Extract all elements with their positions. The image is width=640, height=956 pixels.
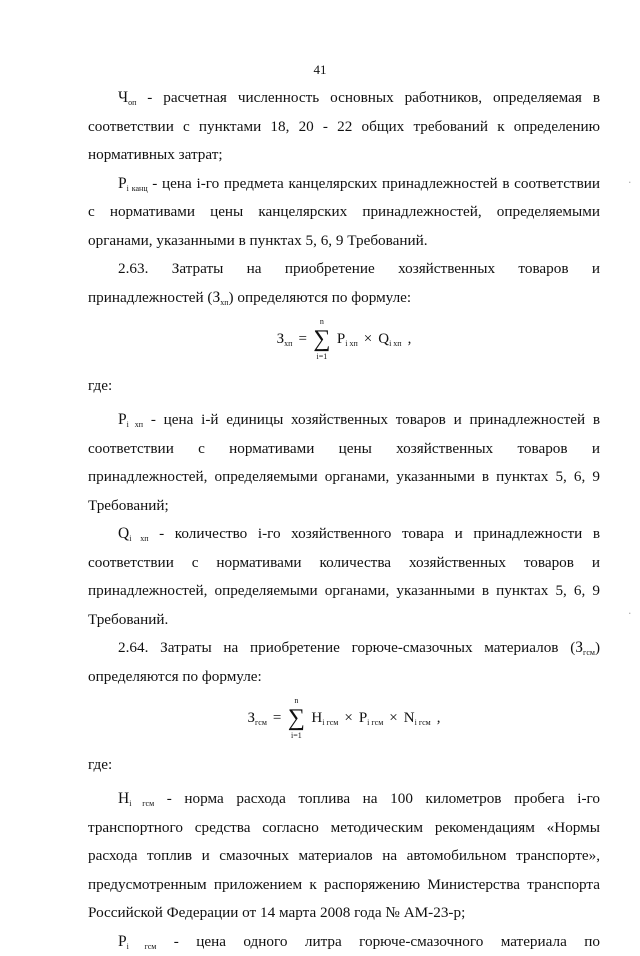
definition-q-hp-text: - количество i-го хозяйственного товара и принадлежности в соответствии с нормативами количества хозяйственных товаров и принадлежностей, определяемыми органами, указанными в пунктах 5, 6, 9 Требований.: [88, 525, 600, 628]
formula-lhs: $З_{гсм}$: [248, 704, 267, 733]
document-body: [88, 84, 600, 956]
definition-op-text: - расчетная численность основных работников, определяемая в соответствии с пунктами 18, 20 - 22 общих требований к определению нормативных затрат;: [88, 89, 600, 163]
definition-op: [88, 84, 600, 170]
formula-term-q: $Q_{i хп}$: [378, 325, 401, 354]
definition-q-hp: [88, 520, 600, 634]
formula-times: ×: [364, 325, 372, 354]
symbol-ch-subscript: оп: [128, 98, 136, 107]
formula-times: ×: [344, 704, 352, 733]
formula-term-p: $P_{i гсм}$: [359, 704, 383, 733]
formula-times: ×: [389, 704, 397, 733]
formula-lhs: $З_{хп}$: [277, 325, 293, 354]
formula-end: ,: [408, 325, 412, 354]
symbol-p-hp-subscript: i хп: [127, 420, 143, 429]
formula-term-p: $P_{i хп}$: [337, 325, 358, 354]
sum-sign: ∑ n i=1: [313, 327, 331, 351]
definition-p-kants: [88, 170, 600, 256]
symbol-p-gsm-subscript: i гсм: [127, 942, 157, 951]
definition-h-gsm: [88, 785, 600, 928]
definition-h-gsm-text: - норма расхода топлива на 100 километров пробега i-го транспортного средства согласно методическим рекомендациям «Нормы расхода топлив и смазочных материалов на автомобильном транспорте», предусмотренным приложением к распоряжению Министерства транспорта Российской Федерации от 14 марта 2008 года № АМ-23-р;: [88, 790, 600, 921]
symbol-q-hp: Q: [118, 525, 129, 542]
section-2-64-intro-text: 2.64. Затраты на приобретение горюче-смазочных материалов (: [118, 639, 575, 656]
formula-2-63: [88, 312, 600, 366]
section-2-63-intro-text: 2.63. Затраты на приобретение хозяйственных товаров и принадлежностей (: [88, 260, 600, 306]
definition-p-hp-text: - цена i-й единицы хозяйственных товаров и принадлежностей в соответствии с нормативами цены хозяйственных товаров и принадлежностей, определяемыми органами, указанными в пунктах 5, 6, 9 Требований;: [88, 411, 600, 514]
formula-term-h: $H_{i гсм}$: [311, 704, 338, 733]
margin-tick-mark: ·: [628, 607, 632, 620]
section-2-64-intro-end: ) определяются по формуле:: [88, 639, 600, 685]
formula-equals: =: [273, 704, 281, 733]
symbol-h-gsm: H: [118, 790, 129, 807]
symbol-z-gsm-subscript: гсм: [583, 648, 595, 657]
formula-end: ,: [437, 704, 441, 733]
formula-2-64: [88, 691, 600, 745]
sum-lower-limit: i=1: [313, 353, 331, 361]
symbol-p: P: [118, 175, 127, 192]
symbol-z-gsm: З: [575, 639, 583, 656]
formula-equals: =: [298, 325, 306, 354]
definition-p-gsm-text: - цена одного литра горюче-смазочного материала по: [156, 933, 600, 950]
symbol-p-gsm: P: [118, 933, 127, 950]
section-2-63-intro: [88, 255, 600, 312]
symbol-z-hp-subscript: хп: [220, 298, 228, 307]
section-2-64-intro: [88, 634, 600, 691]
sum-upper-limit: n: [287, 697, 305, 705]
margin-tick-mark: ·: [628, 176, 632, 189]
symbol-ch: Ч: [118, 89, 128, 106]
definition-p-hp: [88, 406, 600, 520]
symbol-z-hp: З: [212, 289, 220, 306]
definition-p-gsm: [88, 928, 600, 956]
formula-term-n: $N_{i гсм}$: [404, 704, 431, 733]
symbol-h-gsm-subscript: i гсм: [129, 799, 154, 808]
where-label-2-64: где:: [88, 745, 600, 785]
symbol-q-hp-subscript: i хп: [129, 534, 148, 543]
sum-upper-limit: n: [313, 318, 331, 326]
page-number: 41: [0, 62, 640, 78]
sum-lower-limit: i=1: [287, 732, 305, 740]
definition-p-kants-text: - цена i-го предмета канцелярских принадлежностей в соответствии с нормативами цены канцелярских принадлежностей, определяемыми органами, указанными в пунктах 5, 6, 9 Требований.: [88, 175, 600, 249]
section-2-63-intro-end: ) определяются по формуле:: [229, 289, 412, 306]
sum-sign: ∑ n i=1: [287, 706, 305, 730]
symbol-p-subscript: i канц: [127, 184, 148, 193]
where-label-2-63: где:: [88, 366, 600, 406]
symbol-p-hp: P: [118, 411, 127, 428]
